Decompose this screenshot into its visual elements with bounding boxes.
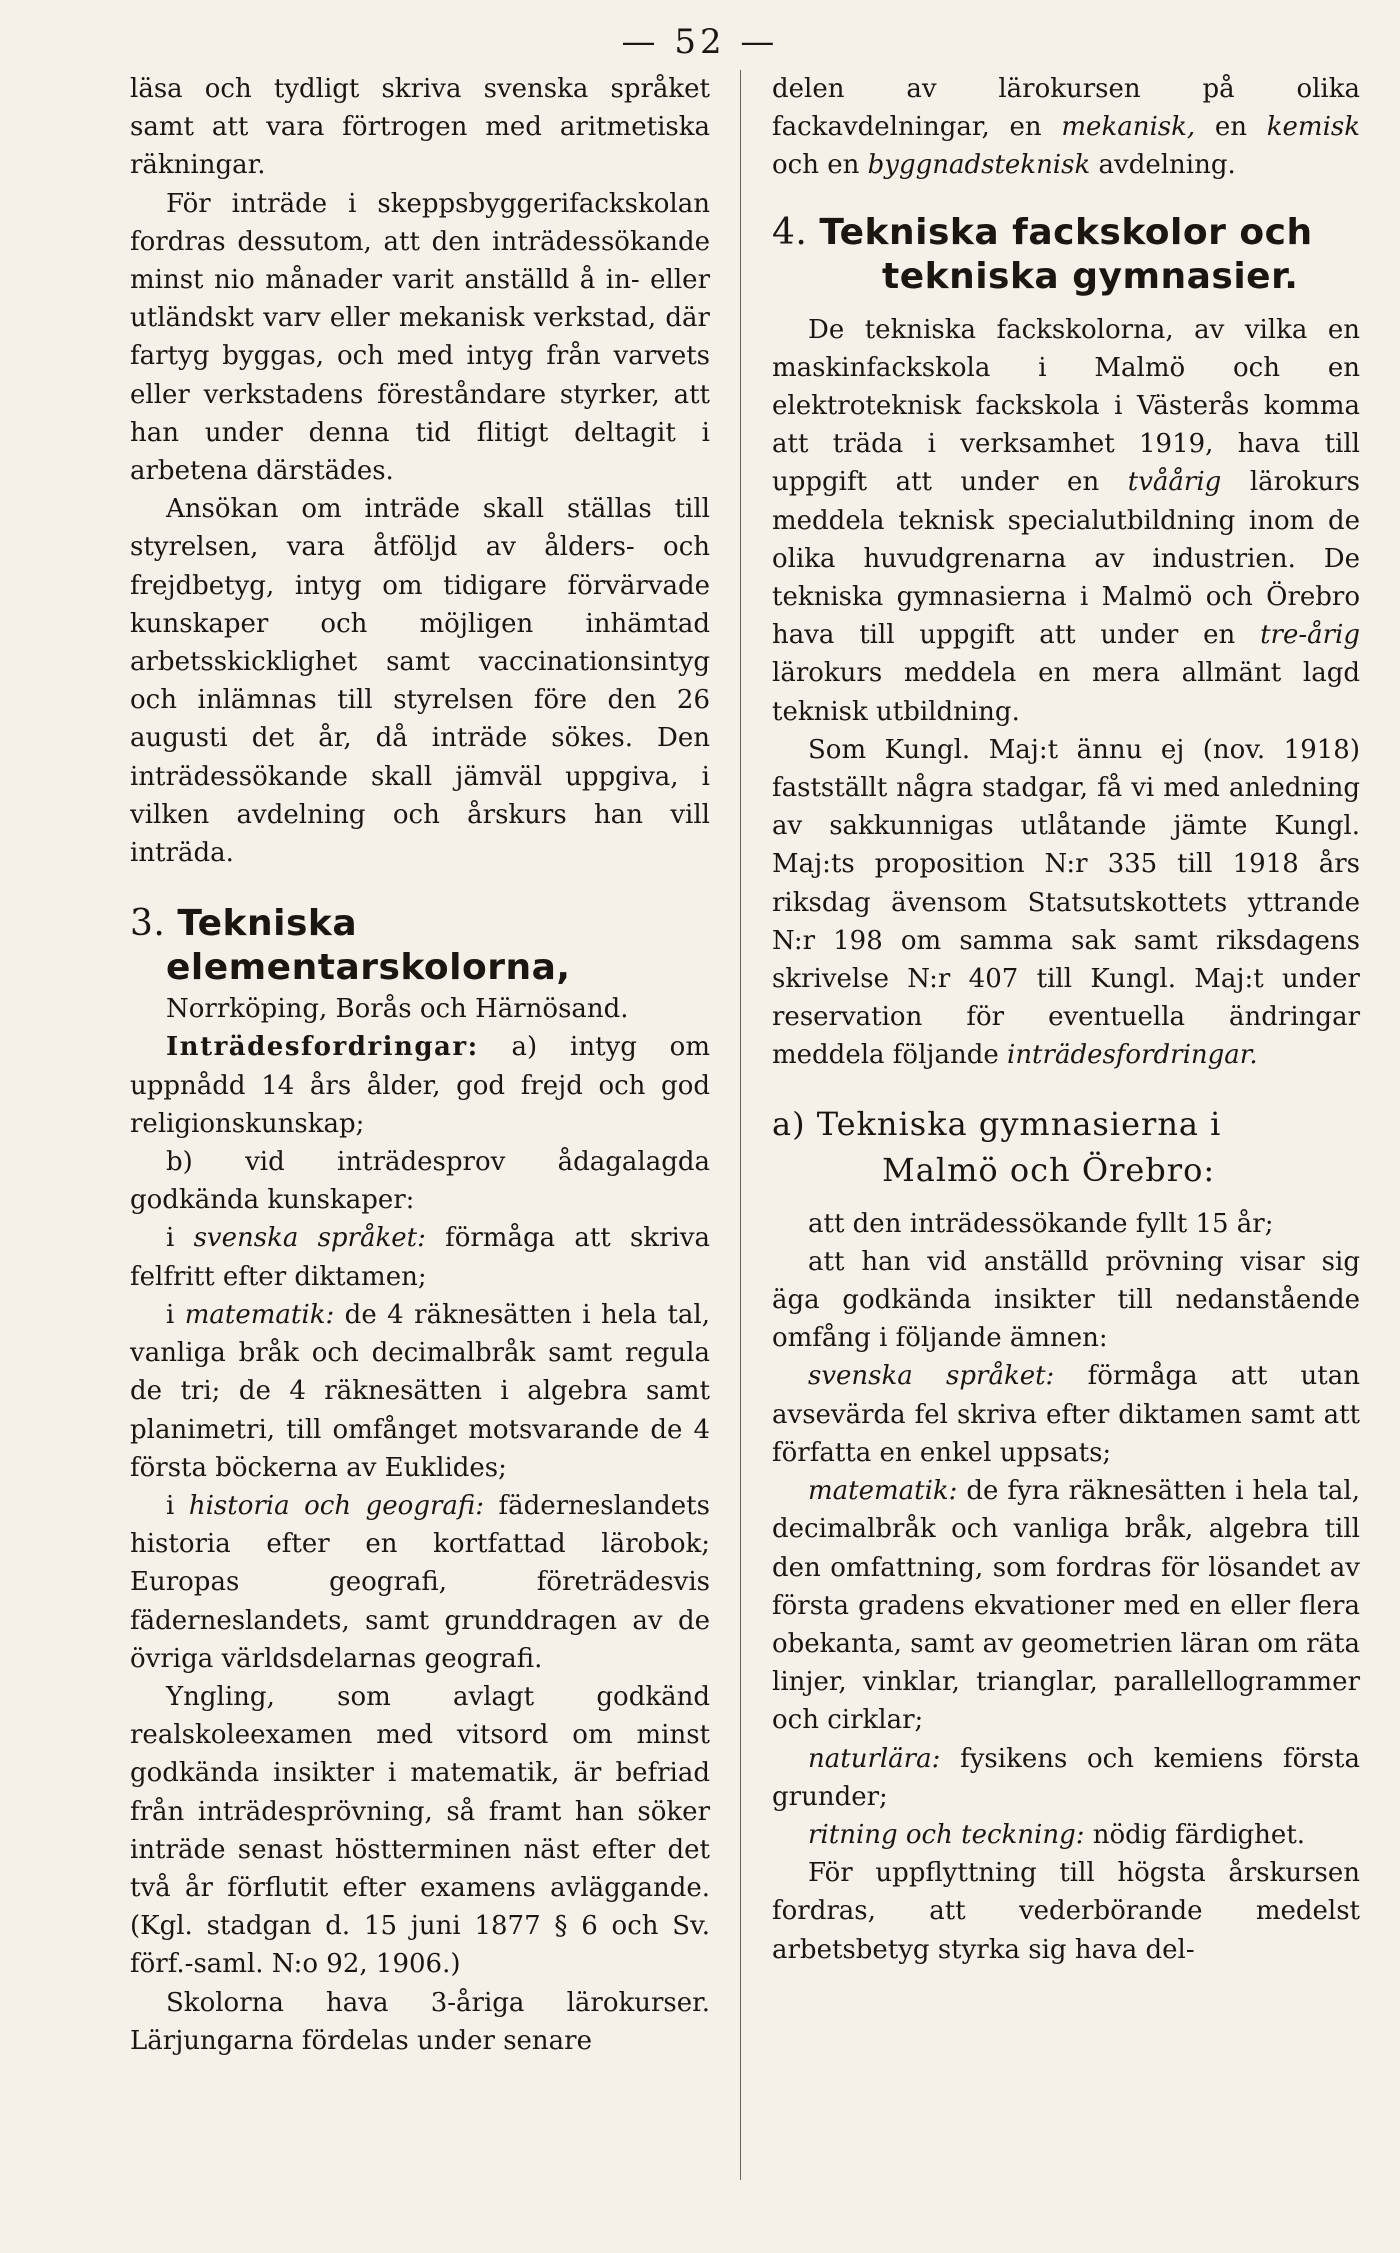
paragraph (772, 731, 1360, 1075)
text: en (1195, 112, 1267, 143)
subject-label: historia och geografi: (188, 1490, 484, 1521)
italic-text: tre-årig (1260, 620, 1360, 651)
subject-drawing (772, 1816, 1360, 1854)
subject-label: svenska språket: (193, 1223, 426, 1254)
subject-science (772, 1740, 1360, 1816)
subject-label: ritning och teckning: (808, 1819, 1085, 1850)
text: avdelning. (1090, 150, 1236, 181)
section-title: Tekniska elementarskolorna, (166, 903, 571, 989)
subject-text: fysikens och kemiens första grunder; (772, 1743, 1360, 1812)
text: lärokurs meddela en mera allmänt lagd teknisk utbildning. (772, 658, 1360, 727)
subject-text: fäderneslandets historia efter en kortfattad lärobok; Europas geografi, företrädesvis fäderneslandets, samt grunddragen av de övriga världsdelarnas geografi. (130, 1490, 710, 1674)
paragraph: För uppflyttning till högsta årskursen fordras, att vederbörande medelst arbetsbetyg styrka sig hava del- (772, 1858, 1360, 1965)
subject-math (772, 1472, 1360, 1739)
prefix: i (166, 1223, 194, 1254)
subject-label: matematik: (184, 1299, 335, 1330)
paragraph: För inträde i skeppsbyggerifackskolan fordras dessutom, att den inträdessökande minst nio månader varit anställd å in- eller utländskt varv eller mekanisk verkstad, där fartyg byggas, och med intyg från varvets eller verkstadens föreståndare styrker, att han under denna tid flitigt deltagit i arbetena därstädes. (130, 188, 710, 487)
section-title-line-1: Tekniska fackskolor och (819, 211, 1313, 253)
text: Som Kungl. Maj:t ännu ej (nov. 1918) fastställt några stadgar, få vi med anledning av sakkunnigas utlåtande jämte Kungl. Maj:ts proposition N:r 335 till 1918 års riksdag ävensom Statsutskottets yttrande N:r 198 om samma sak samt riksdagens skrivelse N:r 407 till Kungl. Maj:t under reservation för eventuella ändringar meddela följande (772, 734, 1360, 1071)
prefix: i (166, 1299, 185, 1330)
paragraph (772, 70, 1360, 185)
subject-text: nödig färdighet. (1084, 1819, 1306, 1850)
subsection-title-line-2: Malmö och Örebro: (882, 1150, 1216, 1189)
paragraph: Skolorna hava 3-åriga lärokurser. Lärjungarna fördelas under senare (130, 1987, 710, 2056)
subject-history (130, 1487, 710, 1678)
italic-text: inträdesfordringar. (1007, 1040, 1258, 1071)
section-title-line-2: tekniska gymnasier. (882, 255, 1299, 297)
requirement: att han vid anställd prövning visar sig äga godkända insikter till nedanstående omfång i följande ämnen: (772, 1246, 1360, 1354)
subsection-heading-a (772, 1101, 1360, 1193)
paragraph: Ansökan om inträde skall ställas till styrelsen, vara åtföljd av ålders- och frejdbetyg, intyg om tidigare förvärvade kunskaper och möjligen inhämtad arbetsskicklighet samt vaccinationsintyg och inlämnas till styrelsen före den 26 augusti det år, då inträde sökes. Den inträdessökande skall jämväl uppgiva, i vilken avdelning och årskurs han vill inträda. (130, 494, 710, 869)
subject-label: matematik: (808, 1476, 958, 1507)
subject-text: de 4 räknesätten i hela tal, vanliga bråk och decimalbråk samt regula de tri; de 4 räknesätten i algebra samt planimetri, till omfånget motsvarande de 4 första böckerna av Euklides; (130, 1299, 710, 1483)
subject-swedish (130, 1219, 710, 1295)
subsection-title-line-1: Tekniska gymnasierna i (816, 1104, 1222, 1143)
italic-text: mekanisk, (1061, 112, 1196, 143)
requirements-a-text: a) intyg om uppnådd 14 års ålder, god frejd och god religionskunskap; (130, 1032, 710, 1139)
subject-swedish (772, 1357, 1360, 1472)
text: lärokurs meddela teknisk specialutbildning inom de olika huvudgrenarna av industrien. De tekniska gymnasierna i Malmö och Örebro hava till uppgift att under en (772, 467, 1361, 651)
paragraph: läsa och tydligt skriva svenska språket samt att vara förtrogen med aritmetiska räkningar. (130, 74, 710, 181)
section-number: 3. (130, 903, 166, 945)
italic-text: kemisk (1266, 112, 1360, 143)
section-heading-4 (772, 211, 1360, 299)
section-subtitle: Norrköping, Borås och Härnösand. (166, 994, 629, 1025)
text: delen av lärokursen på olika fackavdelningar, en (772, 74, 1360, 143)
section-number: 4. (772, 211, 808, 253)
requirements-label: Inträdesfordringar: (166, 1032, 479, 1063)
text: De tekniska fackskolorna, av vilka en maskinfackskola i Malmö och en elektroteknisk fackskola i Västerås komma att träda i verksamhet 1919, hava till uppgift att under en (772, 314, 1360, 498)
subject-text: förmåga att skriva felfritt efter diktamen; (130, 1223, 710, 1292)
section-heading-3 (130, 902, 710, 990)
requirements-b: b) vid inträdesprov ådagalagda godkända kunskaper: (130, 1147, 710, 1216)
italic-text: byggnadsteknisk (867, 150, 1091, 181)
subject-label: naturlära: (808, 1743, 941, 1774)
italic-text: tvåårig (1127, 467, 1222, 498)
right-column (772, 70, 1360, 1969)
left-column (130, 70, 710, 2060)
subject-math (130, 1296, 710, 1487)
text: och en (772, 150, 868, 181)
page-number: — 52 — (621, 22, 779, 62)
subsection-letter: a) (772, 1104, 806, 1143)
paragraph: Yngling, som avlagt godkänd realskoleexamen med vitsord om minst godkända insikter i matematik, är befriad från inträdesprövning, så framt han söker inträde senast höstterminen näst efter det två år förflutit efter examens avläggande. (Kgl. stadgan d. 15 juni 1877 § 6 och Sv. förf.-saml. N:o 92, 1906.) (130, 1681, 710, 1980)
requirement: att den inträdessökande fyllt 15 år; (808, 1208, 1274, 1239)
subject-text: förmåga att utan avsevärda fel skriva efter diktamen samt att författa en enkel uppsats; (772, 1361, 1360, 1468)
paragraph (772, 311, 1360, 731)
column-divider (740, 70, 741, 2180)
subject-text: de fyra räknesätten i hela tal, decimalbråk och vanliga bråk, algebra till den omfattning, som fordras för lösandet av första gradens ekvationer med en eller flera obekanta, samt av geometrien läran om räta linjer, vinklar, trianglar, parallellogrammer och cirklar; (772, 1476, 1360, 1736)
prefix: i (166, 1490, 189, 1521)
requirements-a (130, 1028, 710, 1143)
subject-label: svenska språket: (808, 1361, 1055, 1392)
